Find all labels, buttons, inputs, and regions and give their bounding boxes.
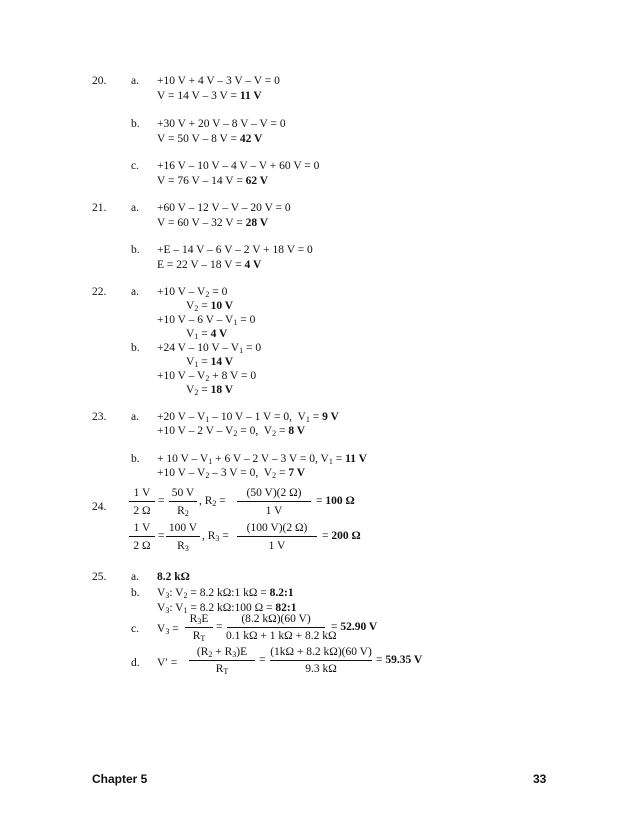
p24r1-den3: 1 V (265, 505, 283, 517)
p22b-l3-sub: 2 (205, 374, 210, 383)
p21a-line2 (157, 216, 268, 230)
p25d-den1-sub: T (223, 667, 229, 676)
p23a-letter: a. (131, 411, 139, 423)
p22b-l2-tail: = (198, 356, 211, 368)
p21b-letter: b. (131, 244, 140, 256)
p25c-lhs-v: V (157, 623, 166, 635)
p24r2-mid-sub: 3 (215, 534, 220, 543)
p21b-answer: 4 V (244, 259, 262, 271)
p25c-num1-e: E (201, 613, 209, 625)
p20a-line1: +10 V + 4 V – 3 V – V = 0 (157, 75, 280, 87)
p22a-l2-text: V (186, 300, 195, 312)
p24r1-num3: (50 V)(2 Ω) (246, 487, 302, 499)
p23a-l1-text: +20 V – V (157, 411, 206, 423)
p25c-num1-r: R (189, 613, 198, 625)
p23b-l1-mid: + 6 V – 2 V – 3 V = 0, V (212, 453, 329, 465)
p22b-answer-v1: 14 V (210, 356, 234, 368)
p21a-eq: V = 60 V – 32 V = (157, 217, 246, 229)
p24r1-num2: 50 V (171, 487, 195, 499)
p22b-l1-tail: = 0 (243, 342, 262, 354)
p24r1-eq: = (158, 495, 165, 507)
p22b-l1-sub: 1 (239, 346, 244, 355)
p25d-result (376, 653, 422, 667)
p25b-l1-sub: 3 (165, 591, 170, 600)
p24r1-result (316, 494, 355, 508)
p25d-bar1 (189, 660, 255, 661)
p22b-l4-tail: = (198, 384, 211, 396)
p23b-answer-v1: 11 V (345, 453, 367, 465)
p24r2-eq-sign: = (322, 530, 332, 542)
p23a-line2 (157, 424, 305, 441)
p22b-l4-sub: 2 (194, 388, 199, 397)
p25b-answer-ratio2: 82:1 (275, 602, 297, 614)
p25d-answer: 59.35 V (385, 654, 423, 666)
p22a-l3-tail: = 0 (237, 314, 256, 326)
p20a-line2 (157, 89, 262, 103)
p25b-l2-eq: = 8.2 kΩ:100 Ω = (187, 602, 276, 614)
p23a-l1-eq: = (309, 411, 323, 423)
p25c-letter: c. (131, 623, 139, 635)
p21a-answer: 28 V (245, 217, 269, 229)
p25c-eq2: = (216, 621, 223, 633)
p25b-l1-eq: = 8.2 kΩ:1 kΩ = (187, 587, 270, 599)
p23a-l2-sub2: 2 (272, 429, 277, 438)
p23b-letter: b. (131, 453, 140, 465)
p23a-l1-sub2: 1 (305, 415, 310, 424)
footer-page-number: 33 (533, 772, 547, 786)
p20c-answer: 62 V (245, 175, 269, 187)
p24r2-den2-r: R (177, 540, 185, 552)
p22a-answer-v1: 4 V (210, 328, 228, 340)
p24r2-eq: = (158, 530, 165, 542)
p22b-l3-text: +10 V – V (157, 370, 206, 382)
p25c-den1-r: R (192, 630, 201, 642)
p25c-den2: 0.1 kΩ + 1 kΩ + 8.2 kΩ (226, 630, 337, 642)
p23a-l1-mid: – 10 V – 1 V = 0, V (209, 411, 306, 423)
p24r1-den2-r: R (177, 505, 185, 517)
p23b-l2-sub2: 2 (272, 471, 277, 480)
p25b-l2-sub2: 1 (183, 606, 188, 615)
p21a-letter: a. (131, 202, 139, 214)
p25d-num1-b: + R (212, 646, 233, 658)
p25d-num1-a: (R (196, 646, 209, 658)
p24r2-num3: (100 V)(2 Ω) (246, 522, 308, 534)
p24r2-bar1 (129, 536, 155, 537)
p25c-answer: 52.90 V (340, 621, 378, 633)
p22a-l2-tail: = (198, 300, 211, 312)
p22a-l1-sub: 2 (205, 290, 210, 299)
p24r2-den2 (165, 539, 201, 556)
p24r1-answer: 100 Ω (325, 495, 355, 507)
problem-22-number: 22. (92, 286, 107, 298)
p25b-l2-mid: : V (169, 602, 184, 614)
p24r1-bar2 (169, 501, 197, 502)
p25c-lhs-sub: 3 (165, 627, 170, 636)
p23a-l1-sub: 1 (205, 415, 210, 424)
problem-21-number: 21. (92, 202, 107, 214)
p23b-l1-sub2: 1 (328, 457, 333, 466)
p22a-l1-tail: = 0 (209, 286, 228, 298)
p20b-answer: 42 V (239, 133, 263, 145)
p25c-lhs (157, 622, 179, 639)
p23a-l2-sub: 2 (233, 429, 238, 438)
p22a-l2-sub: 2 (194, 304, 199, 313)
p25b-answer-ratio1: 8.2:1 (269, 587, 294, 599)
p24r2-answer: 200 Ω (331, 530, 361, 542)
p22a-l4-tail: = (198, 328, 211, 340)
p25c-lhs-eq: = (169, 623, 179, 635)
p25c-bar1 (185, 627, 213, 628)
p25a-answer: 8.2 kΩ (157, 571, 190, 583)
p24r1-mid-text: , R (199, 495, 213, 507)
p22b-l2-text: V (186, 356, 195, 368)
p25a-answer-line (157, 570, 190, 584)
p25b-l1-mid: : V (169, 587, 184, 599)
p24r2-den3: 1 V (268, 540, 286, 552)
p20a-letter: a. (131, 75, 139, 87)
p20a-answer: 11 V (239, 90, 262, 102)
problem-24-number: 24. (92, 501, 107, 513)
p25a-letter: a. (131, 571, 139, 583)
p25d-den1 (188, 662, 256, 679)
p24r2-mid-eq: = (219, 530, 229, 542)
p23a-l2-eq: = (276, 425, 289, 437)
p25c-eq-sign: = (331, 621, 341, 633)
p25d-letter: d. (131, 657, 140, 669)
p22b-l1-text: +24 V – 10 V – V (157, 342, 240, 354)
problem-23-number: 23. (92, 411, 107, 423)
p23b-l1-eq: = (332, 453, 346, 465)
p24r2-den2-sub: 3 (184, 544, 189, 553)
p25d-den2: 9.3 kΩ (305, 663, 337, 675)
p22a-l4-text: V (186, 328, 195, 340)
p22b-letter: b. (131, 342, 140, 354)
p23a-answer-v1: 9 V (322, 411, 339, 423)
p23b-line2 (157, 466, 305, 483)
footer-chapter: Chapter 5 (92, 772, 148, 786)
p25d-eq2: = (259, 654, 266, 666)
p20b-line1: +30 V + 20 V – 8 V – V = 0 (157, 118, 286, 130)
p23b-l2-sub: 2 (205, 471, 210, 480)
p25d-num2: (1kΩ + 8.2 kΩ)(60 V) (270, 646, 372, 658)
p25d-bar2 (270, 660, 372, 661)
p24r1-den1: 2 Ω (133, 505, 151, 517)
p21a-line1: +60 V – 12 V – V – 20 V = 0 (157, 202, 291, 214)
p24r1-den2 (168, 504, 198, 521)
p24r2-result (322, 529, 361, 543)
p25c-den1 (184, 629, 214, 646)
p22b-l2-sub: 1 (194, 360, 199, 369)
p21b-line2 (157, 258, 261, 272)
p22b-answer-v2: 18 V (210, 384, 234, 396)
p20b-line2 (157, 132, 262, 146)
p22b-l3-tail: + 8 V = 0 (209, 370, 257, 382)
p22b-line4 (186, 383, 233, 400)
p24r1-den2-sub: 2 (184, 509, 189, 518)
p20c-letter: c. (131, 160, 139, 172)
problem-20-number: 20. (92, 75, 107, 87)
p25b-l1-text: V (157, 587, 166, 599)
p21b-line1: +E – 14 V – 6 V – 2 V + 18 V = 0 (157, 244, 313, 256)
p20b-letter: b. (131, 118, 140, 130)
p24r2-bar2 (166, 536, 200, 537)
p23b-l1-text: + 10 V – V (157, 453, 209, 465)
p24r1-num1: 1 V (133, 487, 151, 499)
p24r1-mid-eq: = (216, 495, 226, 507)
p25c-result (331, 620, 377, 634)
p24r2-num1: 1 V (133, 522, 151, 534)
p24r1-bar1 (129, 501, 155, 502)
p22b-l4-text: V (186, 384, 195, 396)
p25b-letter: b. (131, 587, 140, 599)
p25d-num1-sub: 2 (208, 650, 213, 659)
p22a-l1-text: +10 V – V (157, 286, 206, 298)
p22a-l3-text: +10 V – 6 V – V (157, 314, 234, 326)
p24r1-bar3 (237, 501, 311, 502)
p25c-bar2 (227, 627, 325, 628)
p21b-eq: E = 22 V – 18 V = (157, 259, 245, 271)
p23b-l2-eq: = (276, 467, 289, 479)
p25c-den1-sub: T (200, 634, 206, 643)
p23b-answer-v2: 7 V (288, 467, 306, 479)
p24r1-eq-sign: = (316, 495, 326, 507)
p25d-den1-r: R (215, 663, 224, 675)
p25b-l2-sub: 3 (165, 606, 170, 615)
p25c-num2: (8.2 kΩ)(60 V) (241, 613, 311, 625)
p23b-l2-text: +10 V – V (157, 467, 206, 479)
p20c-line1: +16 V – 10 V – 4 V – V + 60 V = 0 (157, 160, 320, 172)
p24r2-num2: 100 V (168, 522, 198, 534)
p20c-line2 (157, 174, 268, 188)
p24r2-mid-text: , R (202, 530, 216, 542)
p23b-l1-sub: 1 (208, 457, 213, 466)
p22a-letter: a. (131, 286, 139, 298)
p24r2-den1: 2 Ω (133, 540, 151, 552)
p23a-l2-mid: = 0, V (237, 425, 273, 437)
p25b-l1-sub2: 2 (183, 591, 188, 600)
p24r2-mid (202, 529, 229, 546)
p25d-eq-sign: = (376, 654, 386, 666)
p22a-answer-v2: 10 V (210, 300, 234, 312)
p23b-l2-mid: – 3 V = 0, V (209, 467, 273, 479)
p20c-eq: V = 76 V – 14 V = (157, 175, 246, 187)
p22a-l4-sub: 1 (194, 332, 199, 341)
p25b-l2-text: V (157, 602, 166, 614)
p23a-answer-v2: 8 V (288, 425, 306, 437)
p24r2-bar3 (237, 536, 317, 537)
p20b-eq: V = 50 V – 8 V = (157, 133, 240, 145)
p24r1-mid (199, 494, 226, 511)
p22a-l3-sub: 1 (233, 318, 238, 327)
p20a-eq: V = 14 V – 3 V = (157, 90, 240, 102)
p25d-num1-c: )E (236, 646, 248, 658)
p24r1-mid-sub: 2 (212, 499, 217, 508)
p25d-lhs: V′ = (157, 657, 178, 669)
problem-25-number: 25. (92, 571, 107, 583)
p23a-l2-text: +10 V – 2 V – V (157, 425, 234, 437)
p25c-num1-sub: 3 (197, 617, 202, 626)
p25d-num1-sub2: 3 (232, 650, 237, 659)
